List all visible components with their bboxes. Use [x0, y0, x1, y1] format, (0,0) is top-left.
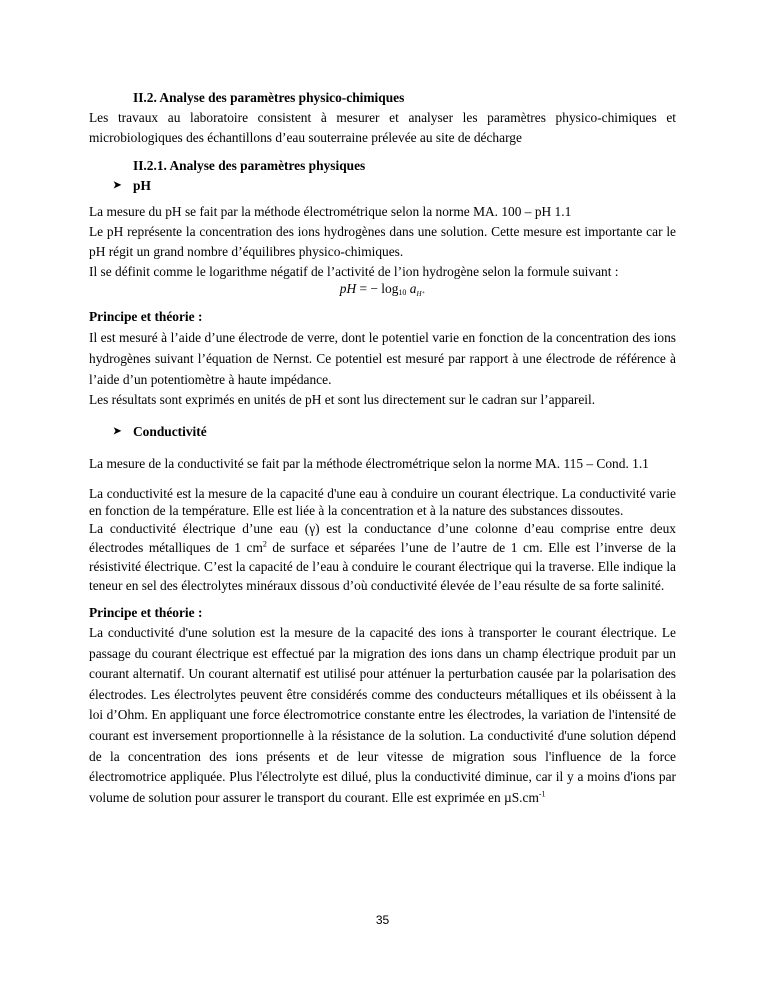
- conductivite-paragraph-1: La mesure de la conductivité se fait par la méthode électrométrique selon la norme MA. 115 – Cond. 1.1: [89, 456, 649, 471]
- conductivite-p3-part-a: La conductivité électrique d’une eau (γ) est la conductance d’une colonne d’eau comprise entre deux électrodes métalliques de 1 cm: [89, 521, 676, 555]
- formula-op: = − log: [356, 281, 399, 296]
- conductivite-heading: [89, 422, 676, 442]
- conductivite-heading-label: Conductivité: [133, 424, 207, 439]
- subsection-title: II.2.1. Analyse des paramètres physiques: [133, 158, 366, 173]
- ph-paragraph-2: Le pH représente la concentration des ions hydrogènes dans une solution. Cette mesure est importante car le pH régit un grand nombre d’équilibres physico-chimiques.: [89, 224, 676, 259]
- formula-var: a: [406, 281, 417, 296]
- formula-base: 10: [398, 288, 407, 297]
- formula-lhs: pH: [339, 281, 357, 296]
- conductivite-principe-superscript: -1: [538, 789, 546, 799]
- formula-subscript: H⁺: [416, 290, 426, 298]
- page-number: 35: [375, 913, 390, 927]
- section-title: II.2. Analyse des paramètres physico-chimiques: [133, 90, 405, 105]
- arrow-bullet-icon: ➤: [113, 180, 122, 191]
- document-page: [89, 88, 676, 808]
- section-intro: Les travaux au laboratoire consistent à mesurer et analyser les paramètres physico-chimiques et microbiologiques des échantillons d’eau souterraine prélevée au site de décharge: [89, 110, 676, 145]
- ph-paragraph-3: Il se définit comme le logarithme négatif de l’activité de l’ion hydrogène selon la formule suivant :: [89, 264, 619, 279]
- ph-paragraph-1: La mesure du pH se fait par la méthode électrométrique selon la norme MA. 100 – pH 1.1: [89, 204, 572, 219]
- conductivite-p3-superscript: 2: [262, 539, 267, 549]
- arrow-bullet-icon: ➤: [113, 426, 122, 437]
- conductivite-paragraph-3: [89, 519, 676, 595]
- ph-principe-title: Principe et théorie :: [89, 309, 203, 324]
- ph-heading: [89, 176, 676, 196]
- conductivite-principe-text: La conductivité d'une solution est la mesure de la capacité des ions à transporter le courant électrique. Le passage du courant électrique est effectué par la migration des ions dans un champ électrique produit par un courant alternatif. Un courant alternatif est utilisé pour atténuer la perturbation causée par la polarisation des électrodes. Les électrolytes peuvent être considérés comme des conducteurs métalliques et ils obéissent à la loi d’Ohm. En appliquant une force électromotrice constante entre les électrodes, la variation de l'intensité de courant est inversement proportionnelle à la résistance de la solution. La conductivité d'une solution dépend de la concentration des ions présents et de leur vitesse de migration sous l'influence de la force électromotrice appliquée. Plus l'électrolyte est dilué, plus la conductivité diminue, car il y a moins d'ions par volume de solution pour assurer le transport du courant. Elle est exprimée en µS.cm: [89, 625, 676, 805]
- ph-principe-paragraph-2: Les résultats sont exprimés en unités de pH et sont lus directement sur le cadran sur l’appareil.: [89, 392, 596, 407]
- ph-formula: [89, 280, 676, 303]
- conductivite-p3-part-b: de surface et séparées l’une de l’autre de 1 cm. Elle est l’inverse de la résistivité électrique. C’est la capacité de l’eau à conduire le courant électrique qui la traverse. Elle indique la teneur en sel des électrolytes minéraux dissous d’où conductivité élevée de l’eau résulte de sa forte salinité.: [89, 540, 676, 593]
- conductivite-paragraph-2: La conductivité est la mesure de la capacité d'une eau à conduire un courant électrique. La conductivité varie en fonction de la température. Elle est liée à la concentration et à la nature des substances dissoutes.: [89, 486, 676, 518]
- ph-heading-label: pH: [133, 178, 151, 193]
- conductivite-principe-title: Principe et théorie :: [89, 605, 203, 620]
- ph-principe-paragraph-1: Il est mesuré à l’aide d’une électrode de verre, dont le potentiel varie en fonction de la concentration des ions hydrogènes suivant l’équation de Nernst. Ce potentiel est mesuré par rapport à une électrode de référence à l’aide d’un potentiomètre à haute impédance.: [89, 330, 676, 387]
- conductivite-principe-paragraph: [89, 623, 676, 808]
